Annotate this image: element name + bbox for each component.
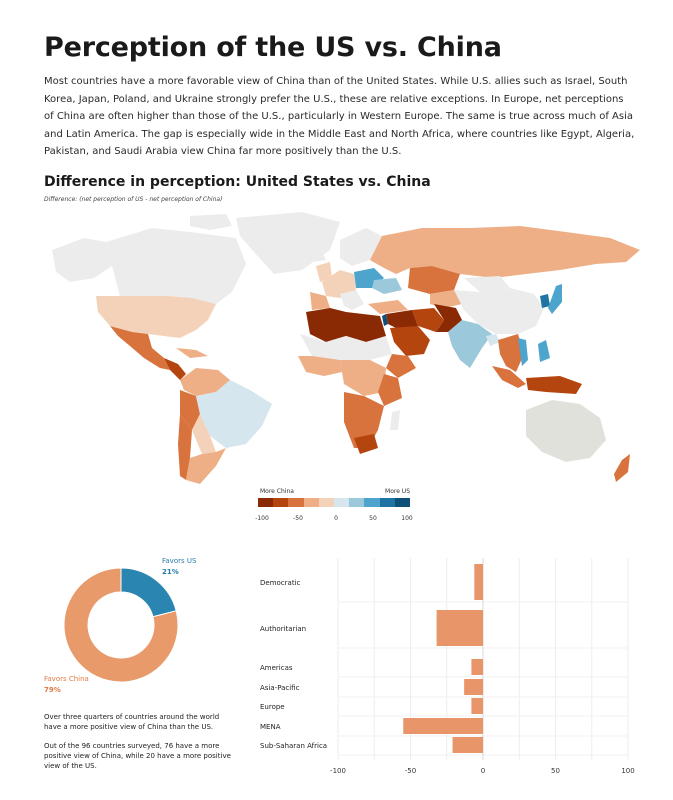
favors-us-value: 21% [162, 568, 179, 576]
page-title: Perception of the US vs. China [44, 32, 502, 63]
donut-chart [56, 560, 186, 690]
bar-category-label: Sub-Saharan Africa [260, 742, 328, 750]
donut-note-summary: Over three quarters of countries around the world have a more positive view of China than the US. [44, 713, 220, 731]
madagascar [390, 410, 400, 430]
horn-of-africa [386, 354, 416, 378]
legend-swatch [334, 498, 349, 507]
legend-swatch [395, 498, 410, 507]
legend-swatch [349, 498, 364, 507]
bar-europe [471, 698, 483, 714]
legend-swatch [258, 498, 273, 507]
canada [106, 228, 246, 304]
legend-color-ramp [258, 498, 410, 507]
x-tick-label: 50 [551, 767, 560, 775]
japan [548, 284, 562, 314]
map-title: Difference in perception: United States vs. China [44, 174, 431, 190]
legend-label-more-china: More China [260, 488, 294, 495]
alaska [52, 238, 112, 282]
bar-chart [250, 550, 640, 780]
bar-asia-pacific [464, 679, 483, 695]
bar-category-label: Americas [260, 664, 293, 672]
arctic-islands [190, 214, 232, 230]
bar-category-label: Democratic [260, 579, 301, 587]
x-tick-label: 100 [621, 767, 635, 775]
bar-mena [403, 718, 483, 734]
legend-tick: 100 [401, 515, 413, 522]
libya-egypt [346, 312, 386, 342]
bar-authoritarian [437, 610, 483, 646]
bar-category-label: Europe [260, 703, 285, 711]
intro-paragraph: Most countries have a more favorable view of China than of the United States. While U.S. allies such as Israel, South Korea, Japan, Poland, and Ukraine strongly prefer the U.S., these are relative exceptions. In Europe, net perceptions of China are often higher than those of the U.S., particularly in Western Europe. The same is true across much of Asia and Latin America. The gap is especially wide in the Middle East and North Africa, where countries like Egypt, Algeria, Pakistan, and Saudi Arabia view China far more positively than the U.S. [44, 76, 635, 157]
bar-democratic [474, 564, 483, 600]
legend-label-more-us: More US [385, 488, 410, 495]
bar-category-label: Authoritarian [260, 625, 307, 633]
philippines [538, 340, 550, 362]
legend-swatch [288, 498, 303, 507]
new-zealand [614, 454, 630, 482]
x-tick-label: 0 [480, 767, 486, 775]
favors-us-label: Favors US [162, 557, 197, 565]
map-legend [255, 488, 413, 528]
saudi-arabia [390, 326, 430, 356]
usa [96, 296, 216, 338]
favors-china-value: 79% [44, 686, 61, 694]
x-tick-label: -100 [330, 767, 346, 775]
legend-tick: -100 [255, 515, 269, 522]
legend-swatch [364, 498, 379, 507]
legend-tick: 50 [369, 515, 377, 522]
donut-note-detail: Out of the 96 countries surveyed, 76 have a more positive view of China, while 20 have a more positive view of the US. [44, 742, 231, 770]
world-map [40, 208, 650, 486]
legend-swatch [273, 498, 288, 507]
map-subtitle: Difference: (net perception of US - net perception of China) [44, 196, 223, 203]
x-tick-label: -50 [404, 767, 417, 775]
indonesia-east [526, 376, 582, 394]
legend-tick: -50 [293, 515, 303, 522]
bar-americas [471, 659, 483, 675]
favors-china-label: Favors China [44, 675, 89, 683]
morocco-algeria [306, 308, 346, 342]
australia [526, 400, 606, 462]
bar-category-label: Asia-Pacific [260, 684, 300, 692]
legend-swatch [304, 498, 319, 507]
legend-swatch [380, 498, 395, 507]
legend-tick: 0 [334, 515, 338, 522]
malaysia-indonesia-west [492, 366, 526, 388]
bangladesh [486, 334, 500, 346]
ukraine [372, 278, 402, 294]
bar-category-label: MENA [260, 723, 281, 731]
bar-sub-saharan-africa [453, 737, 483, 753]
legend-swatch [319, 498, 334, 507]
caribbean [176, 348, 208, 358]
